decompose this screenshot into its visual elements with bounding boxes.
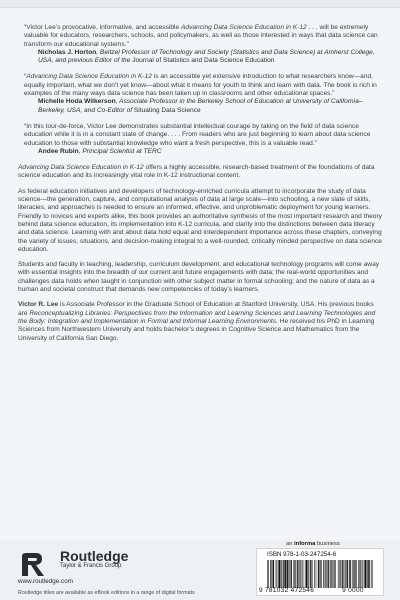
barcode-bar [318, 560, 319, 588]
barcode-bar [287, 560, 288, 588]
barcode-bar [355, 560, 356, 588]
endorsement-text: “In this tour-de-force, Victor Lee demonstrates substantial intellectual courage by taking on the field of data science education while it is in a constant state of change. . . . From readers who are just beginning to learn about data science education to those with substantial knowledge who want a fresh perspective, this is a valuable read.” [24, 122, 371, 147]
barcode-bar [334, 560, 335, 588]
barcode-bar [283, 560, 284, 588]
author-name: Victor R. Lee [18, 301, 59, 309]
endorsement-text: “Advancing Data Science Education in K-12 is an accessible yet extensive introduction to what researchers know—and, equally important, what we don’t yet know—about what it means for youth to think and learn with data. The book is rich in examples of the many ways data science has been taken up in classrooms and other educational spaces.” [24, 73, 377, 98]
barcode-bar [326, 560, 327, 588]
barcode-bar [268, 560, 269, 588]
barcode-bar [310, 560, 311, 588]
barcode-bar [303, 560, 304, 588]
barcode-bar [279, 560, 280, 588]
barcode-bar [272, 560, 273, 588]
barcode-bar [335, 560, 336, 588]
barcode-bar [281, 560, 282, 588]
barcode-bar [350, 560, 351, 588]
barcode-bar [286, 560, 287, 588]
barcode-bar [358, 560, 359, 588]
description-paragraph-2: As federal education initiatives and developers of technology-enriched curricula attempt to incorporate the study of data science—the generation, capture, and computational analysis of data at large scale—into schooling, a new slate of skills, literacies, and approaches is needed to ensure an informed, effective, and unproblematic deployment for young learners. Friendly to novices and experts alike, this book provides an authoritative synthesis of the most important research and theory behind data science education, its implementation into K-12 curricula, and clarity into the distinctions between data literacy and data science. Learning with and about data hold equal and interdependent importance across these chapters, conveying the variety of issues, situations, and decision-making integral to a well-rounded, critically minded perspective on data science education. [18, 187, 382, 253]
barcode-bar [367, 560, 368, 588]
barcode-bar [316, 560, 317, 588]
barcode-bar [324, 560, 325, 588]
endorsement-attribution: Andee Rubin, Principal Scientist at TERC [38, 147, 162, 155]
barcode-bar [368, 560, 369, 588]
barcode-bar [360, 560, 361, 588]
barcode-bar [284, 560, 285, 588]
barcode-icon [267, 560, 373, 588]
barcode-bar [305, 560, 306, 588]
barcode-bar [328, 560, 329, 588]
barcode-bar [328, 560, 329, 588]
barcode-bar [369, 560, 370, 588]
barcode-bar [314, 560, 315, 588]
barcode-bar [372, 560, 373, 588]
barcode-bar [306, 560, 307, 588]
informa-business-label: an informa business [286, 541, 340, 547]
barcode-bar [346, 560, 347, 588]
barcode-bar [352, 560, 353, 588]
barcode-bar [306, 560, 307, 588]
barcode-bar [319, 560, 320, 588]
barcode-bar [348, 560, 349, 588]
barcode-bar [339, 560, 340, 588]
barcode-digits: 9 781032 472546 9 0000 [259, 587, 364, 594]
barcode-bar [283, 560, 284, 588]
barcode-bar [332, 560, 333, 588]
barcode-bar [294, 560, 295, 588]
barcode-bar [300, 560, 301, 588]
barcode-bar [323, 560, 324, 588]
top-strip [0, 0, 400, 8]
ebook-note: Routledge titles are available as eBook editions in a range of digital formats [18, 590, 195, 596]
barcode-bar [281, 560, 282, 588]
barcode-bar [349, 560, 350, 588]
barcode-bar [302, 560, 303, 588]
barcode-bar [267, 560, 268, 588]
publisher-group: Taylor & Francis Group [60, 563, 122, 569]
barcode-bar [330, 560, 331, 588]
endorsement-3 [24, 123, 384, 156]
barcode-bar [359, 560, 360, 588]
barcode-bar [288, 560, 289, 588]
barcode-bar [307, 560, 308, 588]
isbn-label: ISBN 978-1-03-247254-6 [267, 551, 337, 558]
description-intro: Advancing Data Science Education in K-12 offers a highly accessible, research-based treatment of the foundations of data science education and its increasingly vital role in K-12 instructional content. [18, 164, 375, 180]
barcode-bar [356, 560, 357, 588]
barcode-bar [295, 560, 296, 588]
barcode-bar [365, 560, 366, 588]
barcode-bar [364, 560, 365, 588]
endorsement-attribution: Michelle Hoda Wilkerson, Associate Professor in the Berkeley School of Education at University of California–Berkeley, USA, and Co-Editor of Situating Data Science [38, 98, 363, 114]
barcode-bar [278, 560, 279, 588]
barcode-bar [299, 560, 300, 588]
barcode-bar [321, 560, 322, 588]
barcode-supplement: 9 0000 [342, 587, 364, 594]
barcode-bar [289, 560, 290, 588]
barcode-bar [285, 560, 286, 588]
barcode-bar [318, 560, 319, 588]
barcode-bar [371, 560, 372, 588]
barcode-bar [308, 560, 309, 588]
barcode-bar [354, 560, 355, 588]
barcode-bar [291, 560, 292, 588]
barcode-bar [329, 560, 330, 588]
barcode-bar [294, 560, 295, 588]
barcode-bar [334, 560, 335, 588]
barcode-bar [345, 560, 346, 588]
barcode-bar [273, 560, 274, 588]
barcode-bar [363, 560, 364, 588]
barcode-box [256, 548, 384, 596]
barcode-bar [331, 560, 332, 588]
barcode-bar [290, 560, 291, 588]
author-bio: Victor R. Lee is Associate Professor in the Graduate School of Education at Stanford University, USA. His previous books are Reconceptualizing Libraries: Perspectives from the Information and Learning Sciences and Learning Technologies and the Body: Integration and Implementation in Formal and Informal Learning Environments. He received his PhD in Learning Sciences from Northwestern University and holds bachelor’s degrees in Cognitive Science and Mathematics from the University of California San Diego. [18, 301, 376, 342]
cover-text-column [18, 24, 384, 350]
barcode-bar [362, 560, 363, 588]
endorsement-attribution: Nicholas J. Horton, Beitzel Professor of Technology and Society (Statistics and Data Science) at Amherst College, USA, and previous Editor of the Journal of Statistics and Data Science Education [38, 48, 375, 65]
barcode-bar [271, 560, 272, 588]
barcode-bar [344, 560, 345, 588]
barcode-bar [276, 560, 277, 588]
barcode-bar [277, 560, 278, 588]
barcode-bar [279, 560, 280, 588]
barcode-bar [347, 560, 348, 588]
endorsement-1 [24, 24, 384, 65]
description-paragraph-3: Students and faculty in teaching, leadership, curriculum development, and educational technology programs will come away with essential insights into the breadth of our current and future engagements with data; the real-world opportunities and challenges data holds when taught in conjunction with other subject matter in formal schooling; and the nature of data as a human and societal construct that demands new competencies of today’s learners. [18, 261, 380, 294]
barcode-bar [350, 560, 351, 588]
barcode-bar [342, 560, 343, 588]
barcode-bar [285, 560, 286, 588]
publisher-url[interactable]: www.routledge.com [18, 578, 73, 585]
barcode-bar [291, 560, 292, 588]
barcode-bar [342, 560, 343, 588]
barcode-bar [297, 560, 298, 588]
barcode-bar [343, 560, 344, 588]
barcode-bar [297, 560, 298, 588]
barcode-bar [369, 560, 370, 588]
barcode-bar [320, 560, 321, 588]
publisher-name: Routledge [60, 548, 129, 564]
barcode-bar [311, 560, 312, 588]
barcode-bar [298, 560, 299, 588]
barcode-bar [338, 560, 339, 588]
barcode-bar [353, 560, 354, 588]
barcode-bar [312, 560, 313, 588]
routledge-logo-icon [18, 550, 58, 580]
cover-text-panel [0, 8, 400, 540]
endorsement-2 [24, 73, 384, 114]
endorsement-text: “Victor Lee’s provocative, informative, and accessible Advancing Data Science Education in K-12 . . . will be extremely valuable for educators, researchers, schools, and policymakers, as well as those interested in ways that data science can transform our educational systems.” [24, 24, 378, 48]
barcode-bar [273, 560, 274, 588]
barcode-bar [310, 560, 311, 588]
barcode-bar [367, 560, 368, 588]
barcode-bar [340, 560, 341, 588]
barcode-bar [270, 560, 271, 588]
barcode-bar [325, 560, 326, 588]
barcode-bar [365, 560, 366, 588]
